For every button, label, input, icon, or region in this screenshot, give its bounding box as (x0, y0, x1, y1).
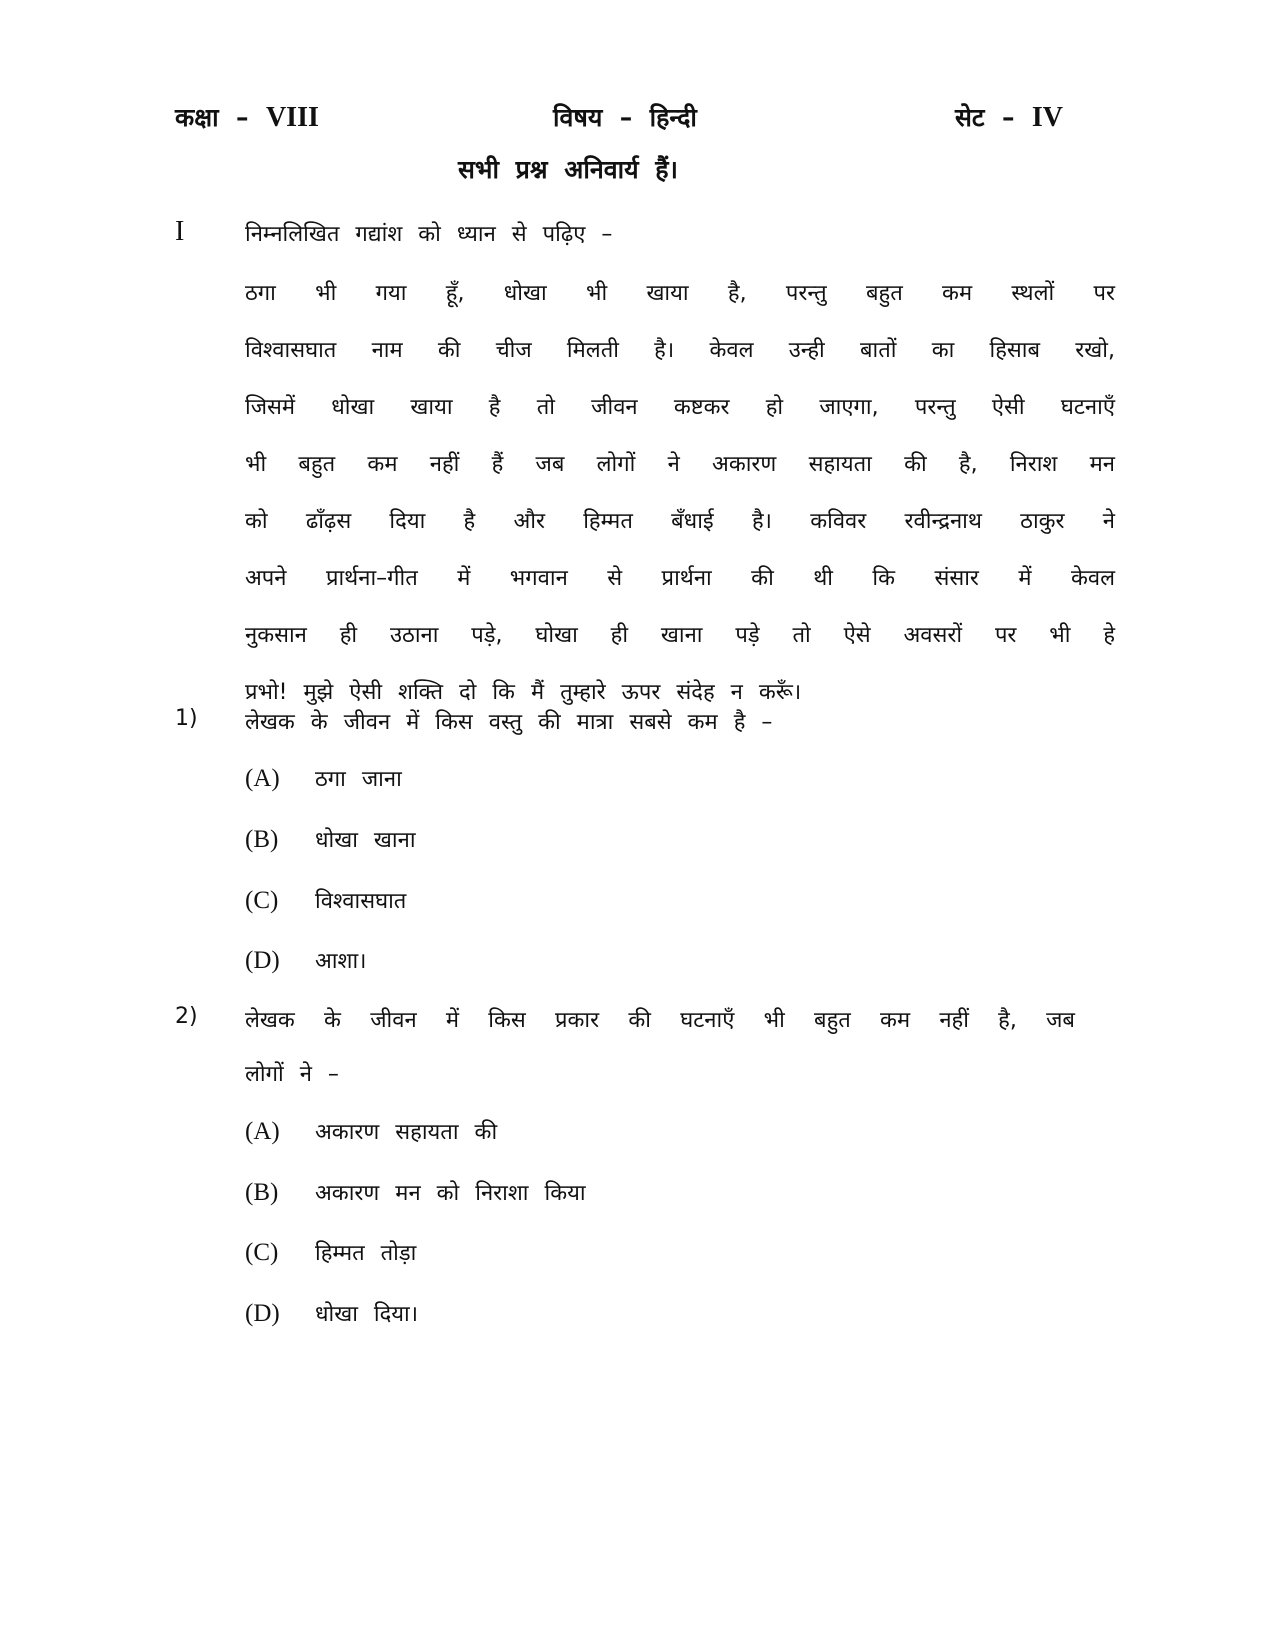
option-text: ठगा जाना (315, 767, 402, 792)
subject-separator: – (619, 103, 633, 132)
subject-label: विषय (553, 103, 603, 132)
section-title: निम्नलिखित गद्यांश को ध्यान से पढ़िए – (245, 222, 613, 247)
option-label: (B) (245, 826, 279, 853)
class-label: कक्षा (175, 103, 219, 132)
passage-line: अपने प्रार्थना–गीत में भगवान से प्रार्थना की थी कि संसार में केवल (245, 566, 1115, 591)
question-2-text-line-2: लोगों ने – (245, 1062, 339, 1087)
class-value: VIII (265, 102, 319, 133)
question-2-text-line-1: लेखक के जीवन में किस प्रकार की घटनाएँ भी बहुत कम नहीं है, जब (245, 1008, 1075, 1033)
passage-line: ठगा भी गया हूँ, धोखा भी खाया है, परन्तु बहुत कम स्थलों पर (245, 281, 1115, 306)
subject-value: हिन्दी (649, 103, 697, 132)
question-1-option-b (245, 824, 416, 854)
option-text: अकारण सहायता की (315, 1120, 498, 1145)
option-label: (D) (245, 1300, 280, 1327)
question-1-text: लेखक के जीवन में किस वस्तु की मात्रा सबसे कम है – (245, 710, 773, 735)
passage (245, 265, 1115, 721)
option-text: अकारण मन को निराशा किया (315, 1181, 586, 1206)
option-label: (A) (245, 1118, 280, 1145)
class-heading (175, 100, 319, 134)
option-label: (D) (245, 947, 280, 974)
option-text: धोखा दिया। (315, 1302, 419, 1327)
option-text: आशा। (315, 949, 367, 974)
option-label: (C) (245, 887, 279, 914)
set-label: सेट (955, 103, 985, 132)
option-label: (A) (245, 765, 280, 792)
section-number: I (175, 216, 185, 247)
set-value: IV (1031, 102, 1063, 133)
option-label: (C) (245, 1239, 279, 1266)
question-2-number: 2) (175, 1004, 198, 1029)
option-text: धोखा खाना (315, 828, 416, 853)
class-separator: – (236, 103, 249, 132)
option-text: हिम्मत तोड़ा (315, 1241, 417, 1266)
subject-heading (553, 100, 697, 134)
passage-line: नुकसान ही उठाना पड़े, घोखा ही खाना पड़े तो ऐसे अवसरों पर भी हे (245, 623, 1115, 648)
question-1-option-a (245, 763, 402, 793)
passage-line: विश्वासघात नाम की चीज मिलती है। केवल उन्ही बातों का हिसाब रखो, (245, 338, 1115, 363)
instruction: सभी प्रश्न अनिवार्य हैं। (458, 155, 679, 184)
question-1-option-c (245, 885, 406, 915)
question-2-option-a (245, 1116, 497, 1146)
option-text: विश्वासघात (315, 889, 407, 914)
passage-line: भी बहुत कम नहीं हैं जब लोगों ने अकारण सहायता की है, निराश मन (245, 452, 1115, 477)
set-heading (955, 100, 1063, 134)
set-separator: – (1001, 103, 1015, 132)
question-2-option-b (245, 1177, 586, 1207)
question-2-option-c (245, 1237, 416, 1267)
passage-line: को ढाँढ़स दिया है और हिम्मत बँधाई है। कविवर रवीन्द्रनाथ ठाकुर ने (245, 509, 1115, 534)
passage-line: प्रभो! मुझे ऐसी शक्ति दो कि मैं तुम्हारे ऊपर संदेह न करूँ। (245, 680, 802, 705)
passage-line: जिसमें धोखा खाया है तो जीवन कष्टकर हो जाएगा, परन्तु ऐसी घटनाएँ (245, 395, 1115, 420)
question-1-number: 1) (175, 706, 198, 731)
question-1-option-d (245, 945, 366, 975)
question-2-option-d (245, 1298, 418, 1328)
option-label: (B) (245, 1179, 279, 1206)
